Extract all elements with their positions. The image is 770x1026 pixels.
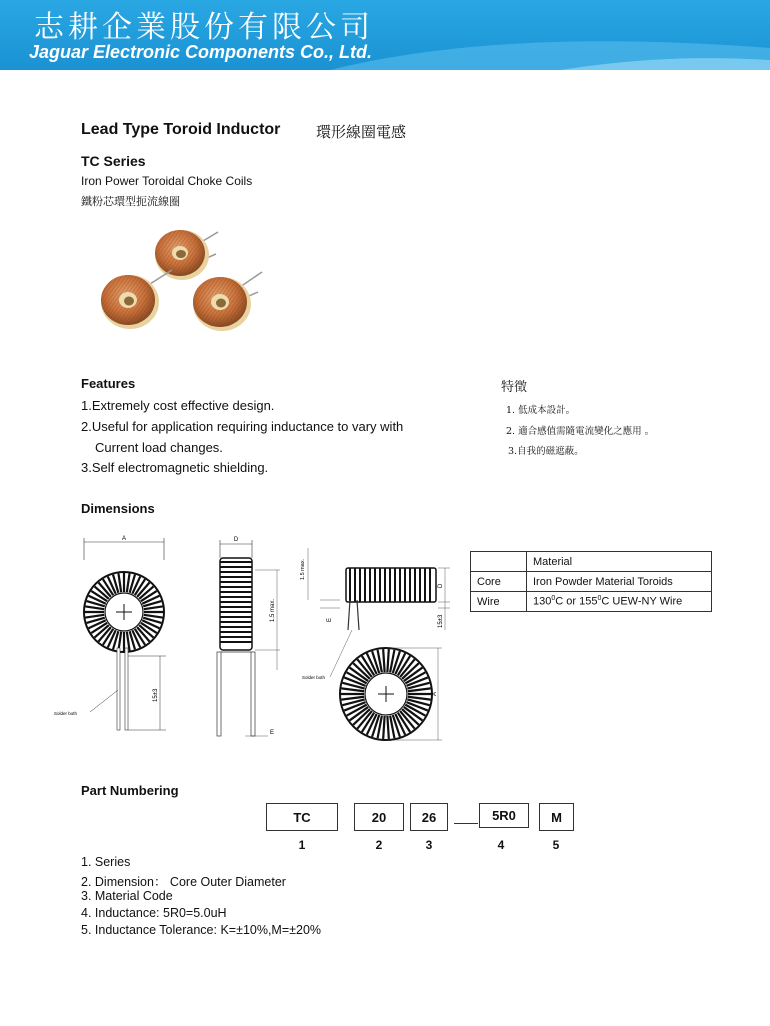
feature-item: 1.Extremely cost effective design. [81, 398, 275, 413]
table-cell: Iron Powder Material Toroids [527, 572, 712, 592]
feature-item-cn: 1. 低成本設計。 [506, 405, 576, 416]
solder-label: Solder both [54, 711, 78, 716]
legend-item: 5. Inductance Tolerance: K=±10%,M=±20% [81, 923, 322, 937]
side-view [217, 537, 280, 736]
features-heading: Features [81, 376, 136, 391]
company-name-cn: 志耕企業股份有限公司 [34, 10, 374, 45]
series-subtitle-cn: 鐵粉芯環型扼流線圈 [81, 195, 180, 208]
part-code-box: 26 [410, 803, 448, 831]
header-banner [0, 0, 770, 70]
part-position-number: 4 [497, 838, 505, 852]
dim-label-lead: 15±3 [153, 688, 159, 702]
product-title: Lead Type Toroid Inductor [81, 121, 281, 138]
series-name: TC Series [81, 153, 146, 169]
part-code-box: M [539, 803, 574, 831]
legend-item: 2. Dimension： Core Outer Diameter [81, 875, 286, 889]
winding-stroke [383, 649, 384, 672]
winding-stroke [383, 716, 384, 739]
features-heading-cn: 特徵 [501, 380, 528, 395]
table-header-cell [471, 552, 527, 572]
top-view [300, 548, 450, 740]
legend-item: 4. Inductance: 5R0=5.0uH [81, 906, 227, 920]
winding-stroke [387, 649, 388, 672]
feature-item: 2.Useful for application requiring inductance to vary with [81, 419, 404, 434]
front-view [54, 536, 166, 730]
part-code-box: TC [266, 803, 338, 831]
table-header-cell: Material [527, 552, 712, 572]
feature-item-cn: 2. 適合感值需隨電流變化之應用 。 [506, 426, 655, 437]
part-position-number: 2 [375, 838, 383, 852]
series-subtitle-en: Iron Power Toroidal Choke Coils [81, 174, 253, 188]
winding-stroke [387, 716, 388, 739]
part-position-number: 1 [298, 838, 306, 852]
product-title-cn: 環形線圈電感 [316, 123, 407, 141]
dimensions-heading: Dimensions [81, 501, 155, 516]
table-cell: Core [471, 572, 527, 592]
feature-item-cn: 3.自我的磁遮蔽。 [508, 446, 584, 457]
table-cell: $130^0C$ or $155^0C$ UEW-NY Wire [527, 592, 712, 612]
material-table [470, 551, 712, 612]
dim-label-e: E [270, 730, 275, 736]
part-code-box: 5R0 [479, 803, 529, 828]
legend-item: 3. Material Code [81, 889, 173, 903]
toroid-coil [193, 272, 262, 331]
legend-item: 1. Series [81, 855, 131, 869]
dim-label-d: D [233, 537, 239, 543]
dimension-drawing [40, 530, 460, 750]
part-position-number: 3 [425, 838, 433, 852]
feature-item: 3.Self electromagnetic shielding. [81, 460, 269, 475]
part-position-number: 5 [552, 838, 560, 852]
dim-label-max: 1.5 max. [300, 558, 306, 580]
product-photo [90, 222, 280, 342]
toroid-coil [101, 270, 172, 329]
toroid-coil [155, 230, 218, 280]
table-row [471, 552, 712, 572]
dim-label-max: 1.5 max. [270, 598, 276, 622]
table-cell: Wire [471, 592, 527, 612]
feature-item: Current load changes. [95, 440, 223, 455]
separator-dash [454, 823, 478, 824]
dim-label-lead: 15±3 [438, 614, 444, 628]
part-numbering-heading: Part Numbering [81, 783, 179, 798]
dim-label-a: A [121, 536, 127, 542]
part-code-box: 20 [354, 803, 404, 831]
dim-label-e: E [327, 617, 333, 622]
table-row [471, 592, 712, 612]
dim-label-d: D [438, 583, 444, 588]
company-name-en: Jaguar Electronic Components Co., Ltd. [29, 42, 373, 62]
dim-label-a: A [432, 691, 438, 696]
table-row [471, 572, 712, 592]
solder-label: Solder both [302, 675, 326, 680]
